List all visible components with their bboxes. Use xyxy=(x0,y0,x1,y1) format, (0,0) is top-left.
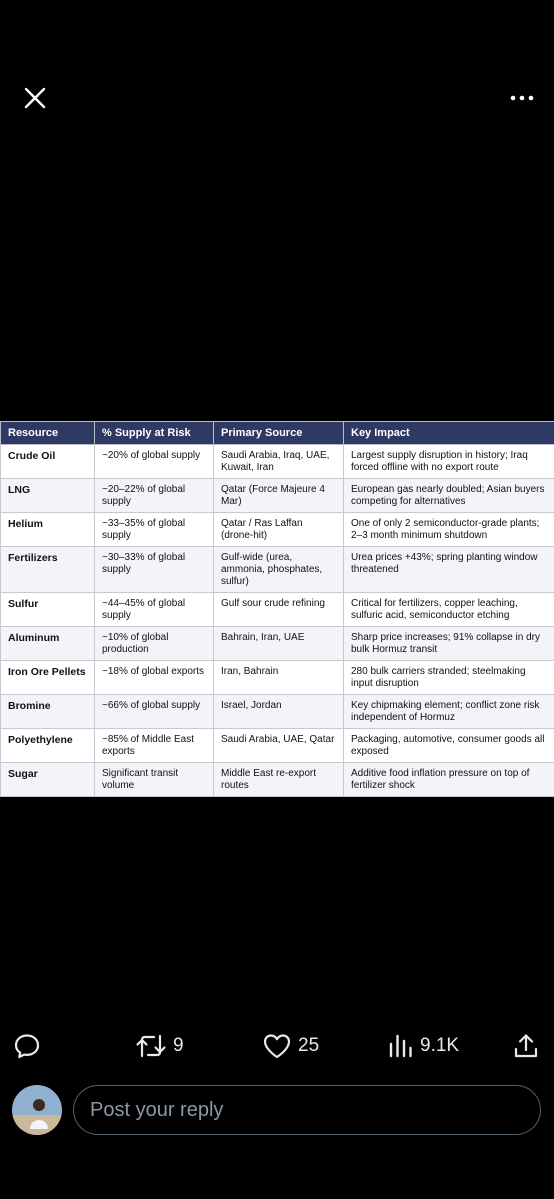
cell-source: Qatar (Force Majeure 4 Mar) xyxy=(214,479,344,513)
cell-resource: Aluminum xyxy=(1,627,95,661)
reply-input[interactable] xyxy=(73,1085,541,1135)
table-row xyxy=(1,763,554,797)
header-key-impact: Key Impact xyxy=(344,422,554,445)
cell-impact: Critical for fertilizers, copper leaching, sulfuric acid, semiconductor etching xyxy=(344,593,554,627)
cell-supply: ~18% of global exports xyxy=(95,661,214,695)
post-image[interactable] xyxy=(0,421,554,797)
table-row xyxy=(1,513,554,547)
post-actions-bar xyxy=(0,1025,554,1067)
repost-count: 9 xyxy=(173,1035,184,1056)
like-count: 25 xyxy=(298,1035,320,1056)
close-icon xyxy=(24,87,46,109)
cell-supply: Significant transit volume xyxy=(95,763,214,797)
table-row xyxy=(1,547,554,593)
table-row xyxy=(1,695,554,729)
share-icon xyxy=(512,1032,540,1060)
table-row xyxy=(1,479,554,513)
cell-impact: Additive food inflation pressure on top of fertilizer shock xyxy=(344,763,554,797)
cell-supply: ~33–35% of global supply xyxy=(95,513,214,547)
share-button[interactable] xyxy=(512,1025,540,1067)
like-button[interactable] xyxy=(262,1025,319,1067)
cell-impact: Urea prices +43%; spring planting window threatened xyxy=(344,547,554,593)
avatar[interactable] xyxy=(12,1085,62,1135)
header-supply-at-risk: % Supply at Risk xyxy=(95,422,214,445)
more-icon xyxy=(510,95,534,101)
cell-impact: European gas nearly doubled; Asian buyers competing for alternatives xyxy=(344,479,554,513)
cell-supply: ~10% of global production xyxy=(95,627,214,661)
reply-button[interactable] xyxy=(13,1025,41,1067)
table-header-row xyxy=(1,422,554,445)
cell-resource: LNG xyxy=(1,479,95,513)
cell-supply: ~20% of global supply xyxy=(95,445,214,479)
user-avatar-icon xyxy=(12,1085,62,1135)
cell-resource: Helium xyxy=(1,513,95,547)
views-button[interactable] xyxy=(388,1025,459,1067)
cell-resource: Bromine xyxy=(1,695,95,729)
views-count: 9.1K xyxy=(420,1035,460,1056)
more-options-button[interactable] xyxy=(502,84,542,112)
close-button[interactable] xyxy=(17,80,53,116)
cell-source: Iran, Bahrain xyxy=(214,661,344,695)
views-icon xyxy=(388,1032,414,1060)
header-resource: Resource xyxy=(1,422,95,445)
heart-icon xyxy=(262,1032,292,1060)
table-row xyxy=(1,445,554,479)
cell-resource: Sugar xyxy=(1,763,95,797)
cell-resource: Sulfur xyxy=(1,593,95,627)
resource-table xyxy=(0,421,554,797)
repost-icon xyxy=(135,1032,167,1060)
table-row xyxy=(1,661,554,695)
cell-supply: ~85% of Middle East exports xyxy=(95,729,214,763)
cell-supply: ~30–33% of global supply xyxy=(95,547,214,593)
cell-impact: Sharp price increases; 91% collapse in dry bulk Hormuz transit xyxy=(344,627,554,661)
cell-impact: Key chipmaking element; conflict zone risk independent of Hormuz xyxy=(344,695,554,729)
cell-supply: ~66% of global supply xyxy=(95,695,214,729)
cell-source: Bahrain, Iran, UAE xyxy=(214,627,344,661)
cell-source: Qatar / Ras Laffan (drone-hit) xyxy=(214,513,344,547)
cell-source: Saudi Arabia, UAE, Qatar xyxy=(214,729,344,763)
media-top-bar xyxy=(0,0,554,200)
cell-impact: Largest supply disruption in history; Iraq forced offline with no export route xyxy=(344,445,554,479)
cell-impact: Packaging, automotive, consumer goods all exposed xyxy=(344,729,554,763)
cell-impact: 280 bulk carriers stranded; steelmaking input disruption xyxy=(344,661,554,695)
cell-source: Saudi Arabia, Iraq, UAE, Kuwait, Iran xyxy=(214,445,344,479)
cell-resource: Iron Ore Pellets xyxy=(1,661,95,695)
repost-button[interactable] xyxy=(135,1025,184,1067)
table-row xyxy=(1,593,554,627)
table-row xyxy=(1,627,554,661)
cell-source: Gulf sour crude refining xyxy=(214,593,344,627)
cell-source: Israel, Jordan xyxy=(214,695,344,729)
reply-composer xyxy=(0,1080,554,1140)
cell-supply: ~20–22% of global supply xyxy=(95,479,214,513)
cell-supply: ~44–45% of global supply xyxy=(95,593,214,627)
table-row xyxy=(1,729,554,763)
cell-resource: Polyethylene xyxy=(1,729,95,763)
header-primary-source: Primary Source xyxy=(214,422,344,445)
cell-source: Gulf-wide (urea, ammonia, phosphates, sulfur) xyxy=(214,547,344,593)
cell-impact: One of only 2 semiconductor-grade plants; 2–3 month minimum shutdown xyxy=(344,513,554,547)
cell-source: Middle East re-export routes xyxy=(214,763,344,797)
cell-resource: Crude Oil xyxy=(1,445,95,479)
cell-resource: Fertilizers xyxy=(1,547,95,593)
reply-icon xyxy=(13,1032,41,1060)
